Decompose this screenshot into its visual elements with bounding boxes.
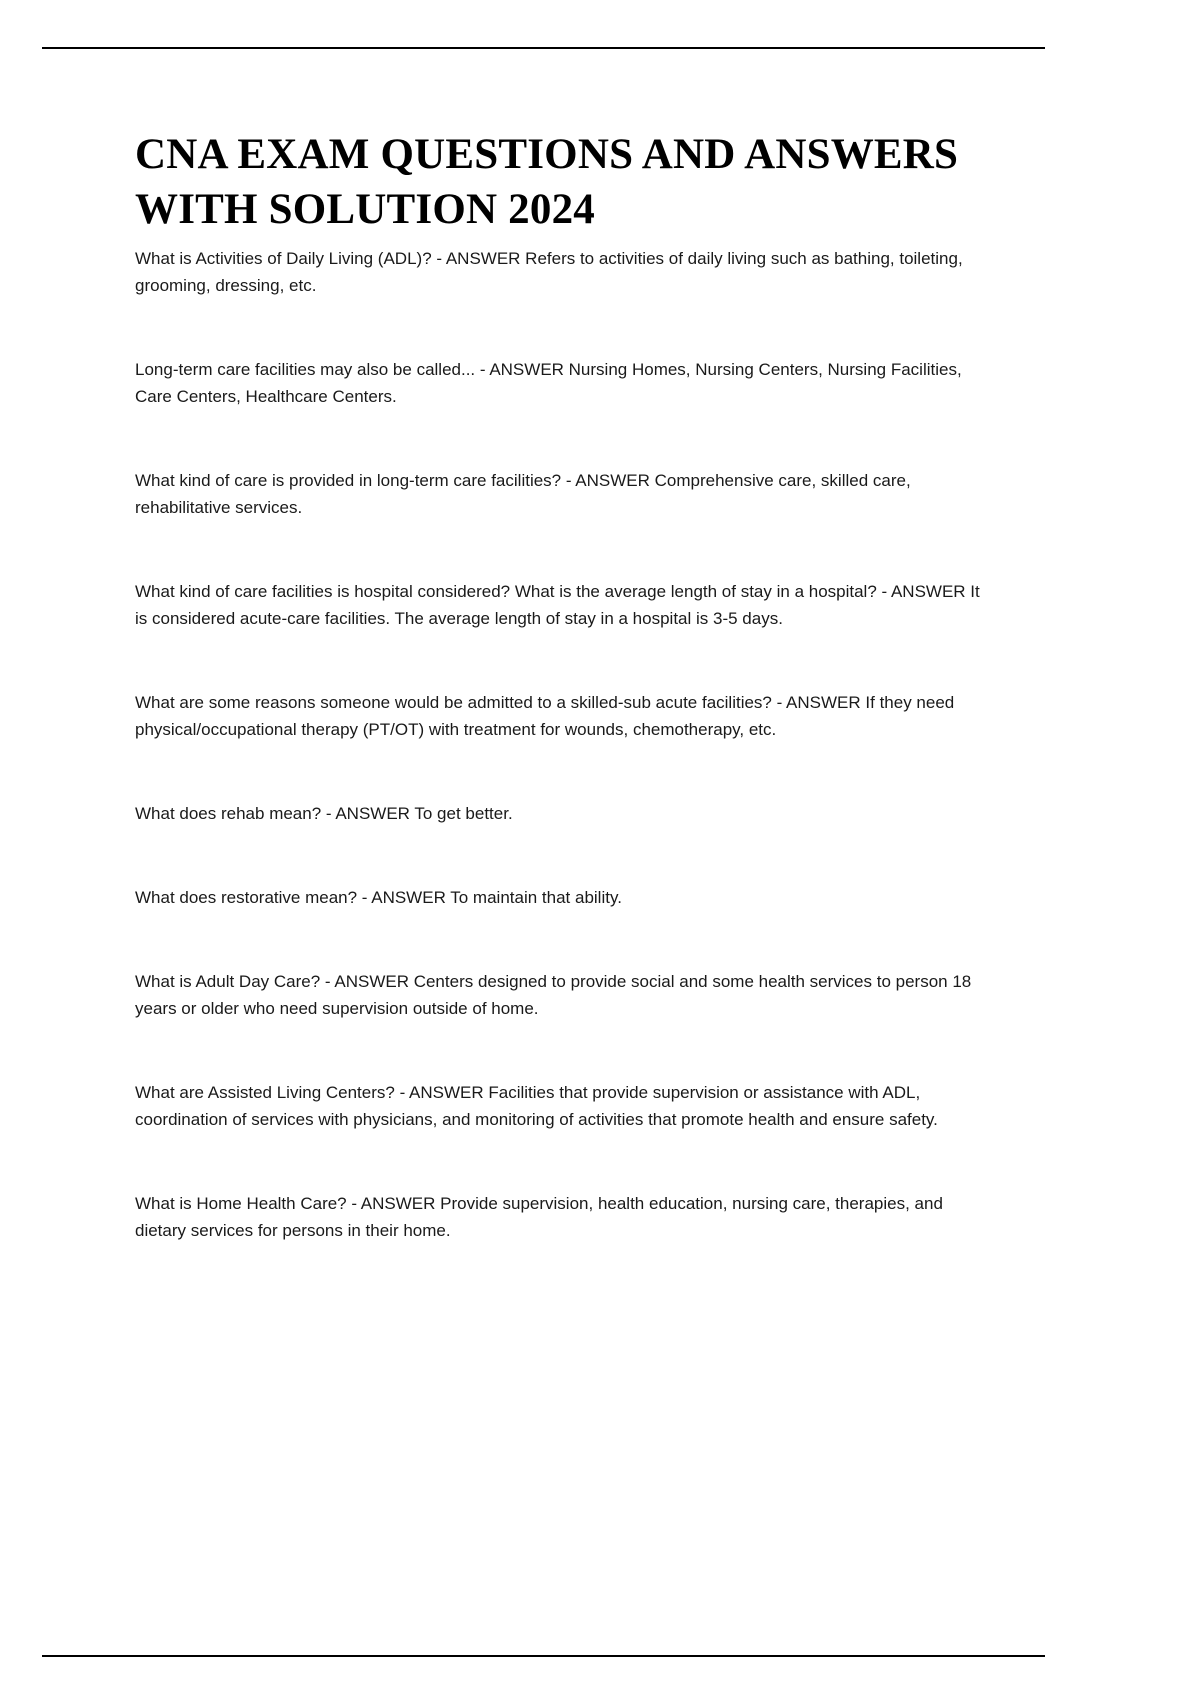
qa-paragraph: What does restorative mean? - ANSWER To maintain that ability.: [135, 888, 622, 908]
bottom-rule: [42, 1655, 1045, 1657]
top-rule: [42, 47, 1045, 49]
qa-paragraph: What does rehab mean? - ANSWER To get better.: [135, 804, 513, 824]
document-content: [135, 128, 990, 1301]
qa-paragraph: What are Assisted Living Centers? - ANSWER Facilities that provide supervision or assistance with ADL, coordination of services with physicians, and monitoring of activities that promote health and ensure safety.: [135, 1083, 938, 1130]
qa-list: [135, 245, 990, 1244]
document-title: CNA EXAM QUESTIONS AND ANSWERS WITH SOLUTION 2024: [135, 131, 959, 233]
qa-paragraph: What is Adult Day Care? - ANSWER Centers designed to provide social and some health services to person 18 years or older who need supervision outside of home.: [135, 972, 972, 1019]
qa-paragraph: What kind of care facilities is hospital considered? What is the average length of stay in a hospital? - ANSWER It is considered acute-care facilities. The average length of stay in a hospital is 3-5 days.: [135, 582, 980, 629]
qa-paragraph: What is Activities of Daily Living (ADL)? - ANSWER Refers to activities of daily living such as bathing, toileting, grooming, dressing, etc.: [135, 249, 963, 296]
qa-paragraph: Long-term care facilities may also be called... - ANSWER Nursing Homes, Nursing Centers, Nursing Facilities, Care Centers, Healthcare Centers.: [135, 360, 962, 407]
qa-paragraph: What is Home Health Care? - ANSWER Provide supervision, health education, nursing care, therapies, and dietary services for persons in their home.: [135, 1194, 943, 1241]
qa-paragraph: What kind of care is provided in long-term care facilities? - ANSWER Comprehensive care, skilled care, rehabilitative services.: [135, 471, 911, 518]
qa-paragraph: What are some reasons someone would be admitted to a skilled-sub acute facilities? - ANSWER If they need physical/occupational therapy (PT/OT) with treatment for wounds, chemotherapy, etc.: [135, 693, 955, 740]
